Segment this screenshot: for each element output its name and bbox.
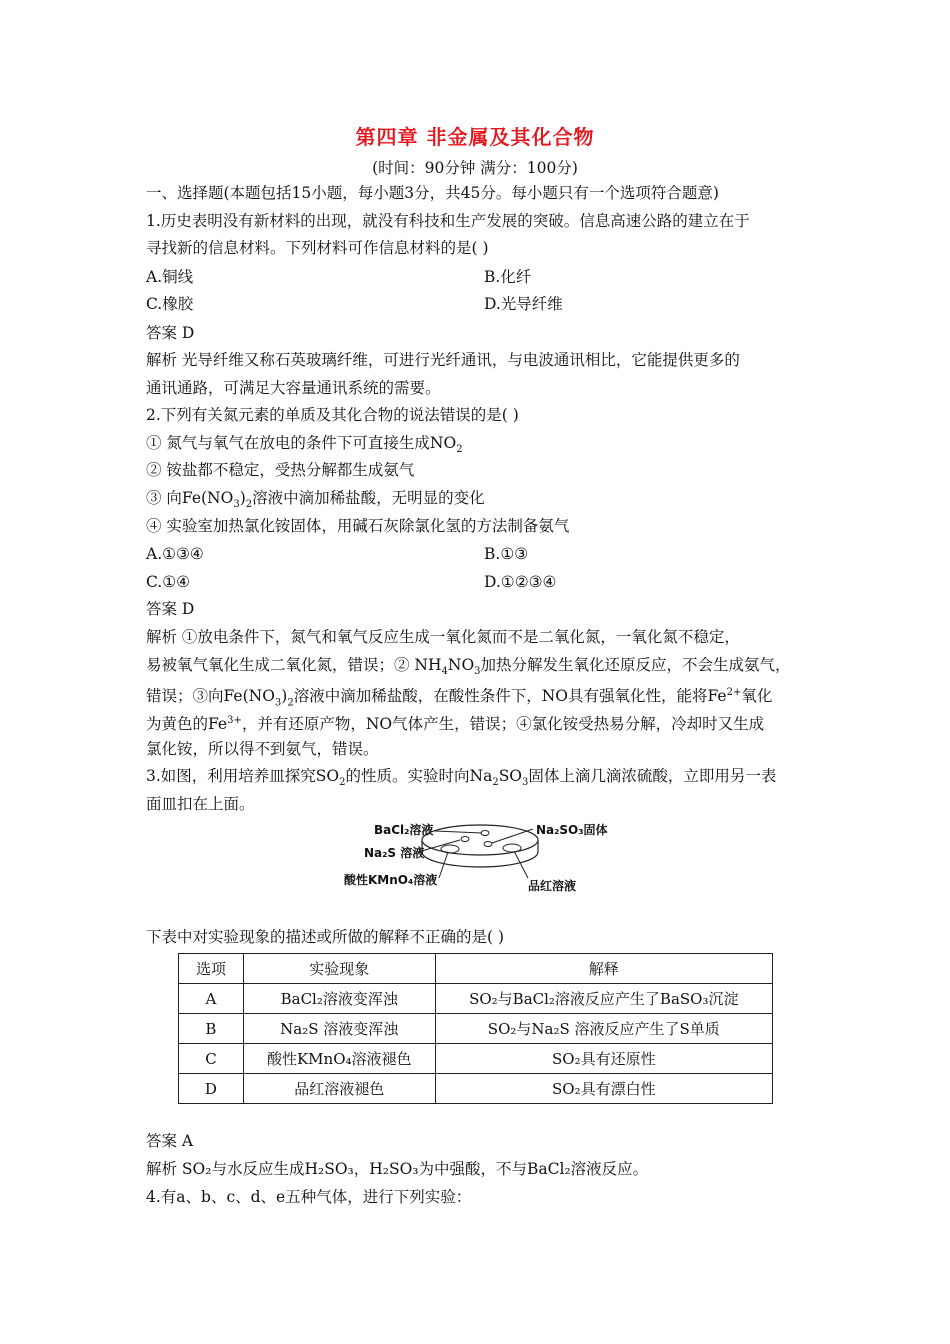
table-cell: A <box>179 984 244 1014</box>
table-row <box>179 1074 773 1104</box>
q2-analysis-line3: 错误；③向$Fe(NO_3)_2$溶液中滴加稀盐酸，在酸性条件下，NO具有强氧化性，能将$Fe^{2+}$氧化 <box>146 687 773 709</box>
leader-pinhong <box>514 851 528 878</box>
table-cell: SO₂具有漂白性 <box>435 1074 772 1104</box>
table-header: 实验现象 <box>243 954 435 984</box>
leader-na2so3 <box>492 829 533 843</box>
q2-answer: 答案 D <box>146 600 195 618</box>
q3-stem-line1: 3.如图，利用培养皿探究$SO_2$的性质。实验时向$Na_2SO_3$固体上滴几滴浓硫酸，立即用另一表 <box>146 767 777 789</box>
label-na2s: Na₂S 溶液 <box>364 846 425 860</box>
q1-stem-line1: 1.历史表明没有新材料的出现，就没有科技和生产发展的突破。信息高速公路的建立在于 <box>146 212 750 230</box>
q1-option-c: C.橡胶 <box>146 295 194 313</box>
q1-analysis-line1: 解析 光导纤维又称石英玻璃纤维，可进行光纤通讯，与电波通讯相比，它能提供更多的 <box>146 351 740 369</box>
leader-bacl2 <box>435 831 482 833</box>
q1-analysis-line2: 通讯通路，可满足大容量通讯系统的需要。 <box>146 379 441 397</box>
table-cell: SO₂与BaCl₂溶液反应产生了BaSO₃沉淀 <box>435 984 772 1014</box>
leader-kmno4 <box>439 852 448 878</box>
q1-option-a: A.铜线 <box>146 268 194 286</box>
well-pinhong <box>503 844 521 852</box>
dish-top-rim <box>422 825 538 855</box>
q4-stem: 4.有a、b、c、d、e五种气体，进行下列实验： <box>146 1188 472 1206</box>
table-cell: Na₂S 溶液变浑浊 <box>243 1014 435 1044</box>
q1-option-d: D.光导纤维 <box>484 295 563 313</box>
q2-analysis-line2: 易被氧气氧化生成二氧化氮，错误；② $NH_4NO_3$加热分解发生氧化还原反应，不会生成氨气， <box>146 656 791 678</box>
q2-option-a: A.①③④ <box>146 545 204 563</box>
well-na2s <box>461 837 469 842</box>
q3-options-table <box>178 953 773 1104</box>
table-row <box>179 1014 773 1044</box>
q2-analysis-line5: 氯化铵，所以得不到氨气，错误。 <box>146 740 379 758</box>
q3-table-intro: 下表中对实验现象的描述或所做的解释不正确的是( ) <box>146 928 505 946</box>
q3-answer: 答案 A <box>146 1132 194 1150</box>
q2-statement-3: ③ 向$Fe(NO_3)_2$溶液中滴加稀盐酸，无明显的变化 <box>146 489 485 511</box>
table-header: 解释 <box>435 954 772 984</box>
table-cell: B <box>179 1014 244 1044</box>
table-header: 选项 <box>179 954 244 984</box>
q2-analysis-line4: 为黄色的$Fe^{3+}$，并有还原产物，NO气体产生，错误；④氯化铵受热易分解，冷却时又生成 <box>146 715 765 734</box>
exam-info: (时间：90分钟 满分：100分) <box>372 159 578 177</box>
q2-option-c: C.①④ <box>146 573 191 591</box>
table-cell: D <box>179 1074 244 1104</box>
table-cell: BaCl₂溶液变浑浊 <box>243 984 435 1014</box>
q3-analysis: 解析 SO₂与水反应生成H₂SO₃，H₂SO₃为中强酸，不与BaCl₂溶液反应。 <box>146 1160 649 1178</box>
table-cell: SO₂与Na₂S 溶液反应产生了S单质 <box>435 1014 772 1044</box>
table-row <box>179 1044 773 1074</box>
q2-statement-2: ② 铵盐都不稳定，受热分解都生成氨气 <box>146 461 415 479</box>
chapter-title: 第四章 非金属及其化合物 <box>355 125 595 149</box>
table-cell: C <box>179 1044 244 1074</box>
table-cell: 酸性KMnO₄溶液褪色 <box>243 1044 435 1074</box>
table-header-row <box>179 954 773 984</box>
q2-analysis-line1: 解析 ①放电条件下，氮气和氧气反应生成一氧化氮而不是二氧化氮，一氧化氮不稳定， <box>146 628 740 646</box>
q1-option-b: B.化纤 <box>484 268 532 286</box>
well-na2so3 <box>484 842 492 847</box>
section-heading: 一、选择题(本题包括15小题，每小题3分，共45分。每小题只有一个选项符合题意) <box>146 184 719 202</box>
q3-stem-line2: 面皿扣在上面。 <box>146 795 255 813</box>
table-row <box>179 984 773 1014</box>
petri-dish-figure <box>340 812 610 897</box>
well-kmno4 <box>441 845 459 853</box>
table-cell: 品红溶液褪色 <box>243 1074 435 1104</box>
table-cell: SO₂具有还原性 <box>435 1044 772 1074</box>
q2-option-b: B.①③ <box>484 545 529 563</box>
label-na2so3: Na₂SO₃固体 <box>536 823 608 837</box>
label-kmno4: 酸性KMnO₄溶液 <box>344 873 438 887</box>
q1-stem-line2: 寻找新的信息材料。下列材料可作信息材料的是( ) <box>146 239 489 257</box>
label-pinhong: 品红溶液 <box>528 879 577 893</box>
label-bacl2: BaCl₂溶液 <box>374 823 434 837</box>
q2-option-d: D.①②③④ <box>484 573 557 591</box>
q2-statement-4: ④ 实验室加热氯化铵固体，用碱石灰除氯化氢的方法制备氨气 <box>146 517 570 535</box>
well-bacl2 <box>481 831 489 836</box>
q1-answer: 答案 D <box>146 324 195 342</box>
q2-stem: 2.下列有关氮元素的单质及其化合物的说法错误的是( ) <box>146 406 519 424</box>
q2-statement-1: ① 氮气与氧气在放电的条件下可直接生成$NO_2$ <box>146 434 463 456</box>
